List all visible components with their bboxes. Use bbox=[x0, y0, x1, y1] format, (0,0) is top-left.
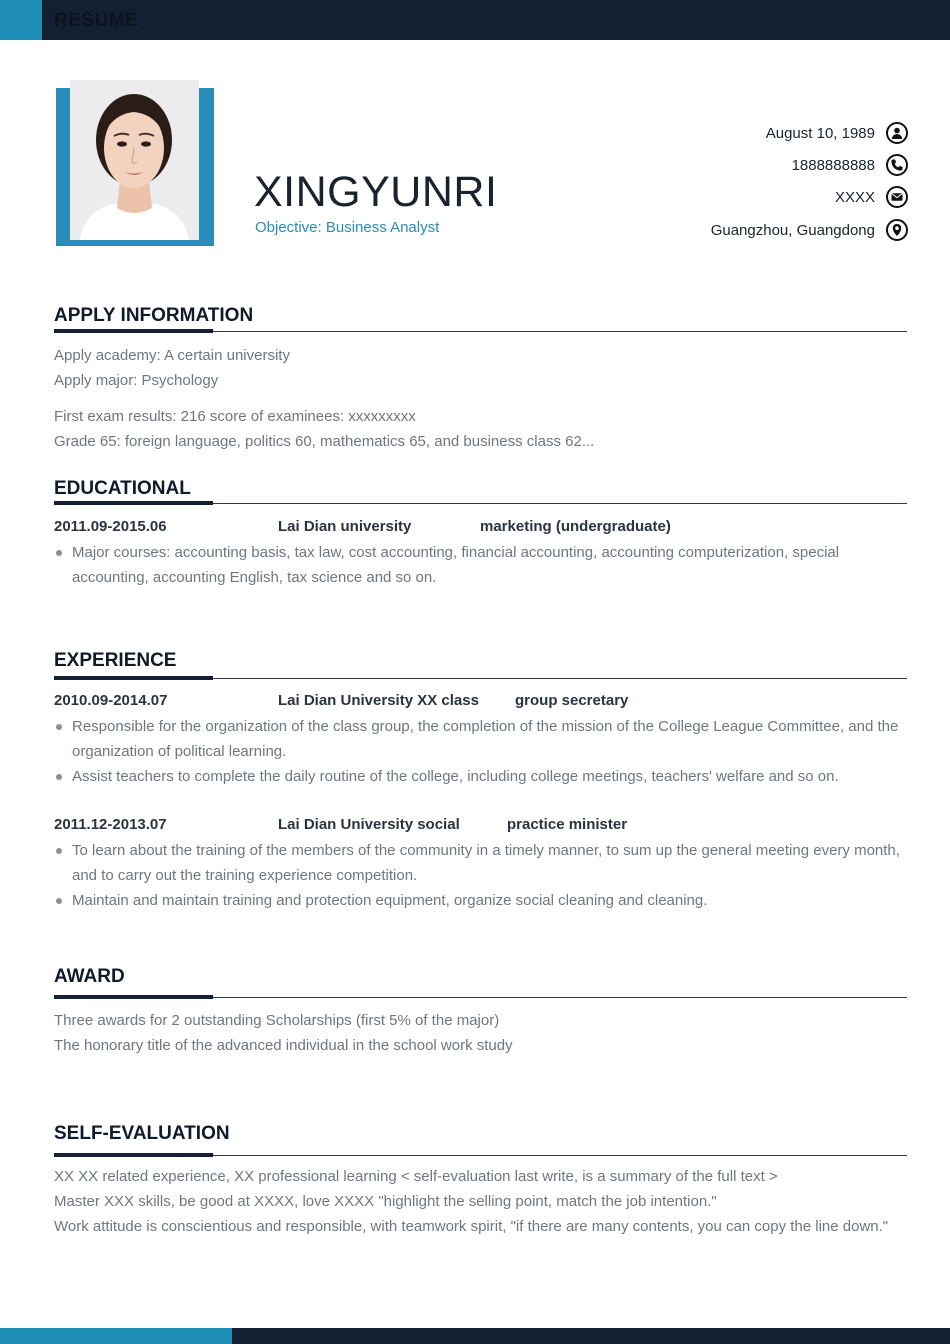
resume-label: RESUME bbox=[54, 10, 139, 31]
self-evaluation-line: XX XX related experience, XX professional learning < self-evaluation last write, is a summary of the full text > bbox=[54, 1168, 778, 1185]
entry-org: Lai Dian university bbox=[278, 518, 412, 535]
entry-date: 2011.12-2013.07 bbox=[54, 816, 167, 833]
list-item: Maintain and maintain training and protection equipment, organize social cleaning and cleaning. bbox=[54, 888, 907, 913]
bottom-banner-accent bbox=[0, 1328, 232, 1344]
entry-role: practice minister bbox=[507, 816, 628, 833]
section-title-apply: APPLY INFORMATION bbox=[54, 305, 254, 326]
award-line: The honorary title of the advanced individual in the school work study bbox=[54, 1037, 513, 1054]
contact-phone bbox=[792, 154, 908, 176]
entry-date: 2011.09-2015.06 bbox=[54, 518, 167, 535]
apply-line: Apply academy: A certain university bbox=[54, 347, 290, 364]
contact-birthdate bbox=[766, 122, 908, 144]
list-item: To learn about the training of the members of the community in a timely manner, to sum up the general meeting every month, and to carry out the training experience competition. bbox=[54, 838, 907, 888]
apply-line: First exam results: 216 score of examinees: xxxxxxxxx bbox=[54, 408, 416, 425]
entry-role: marketing (undergraduate) bbox=[480, 518, 671, 535]
candidate-name: XINGYUNRI bbox=[254, 168, 498, 216]
section-rule-self-evaluation bbox=[54, 1155, 907, 1156]
apply-info-block bbox=[54, 343, 907, 454]
section-title-self-evaluation: SELF-EVALUATION bbox=[54, 1123, 230, 1144]
portrait-illustration bbox=[70, 80, 199, 240]
experience-bullets bbox=[54, 838, 907, 913]
section-rule-experience bbox=[54, 678, 907, 679]
self-evaluation-line: Master XXX skills, be good at XXXX, love XXXX "highlight the selling point, match the job intention." bbox=[54, 1193, 717, 1210]
mail-icon bbox=[886, 186, 908, 208]
top-banner-accent bbox=[0, 0, 42, 40]
contact-birthdate-text: August 10, 1989 bbox=[765, 124, 875, 142]
contact-location-text: Guangzhou, Guangdong bbox=[710, 221, 875, 239]
top-banner bbox=[0, 0, 950, 40]
location-icon bbox=[886, 219, 908, 241]
section-rule-award bbox=[54, 997, 907, 998]
profile-photo bbox=[70, 80, 199, 240]
education-bullets bbox=[54, 540, 907, 590]
self-evaluation-block bbox=[54, 1164, 907, 1239]
contact-email bbox=[835, 186, 908, 208]
user-icon bbox=[886, 122, 908, 144]
section-rule-apply bbox=[54, 331, 907, 332]
entry-org: Lai Dian University XX class bbox=[278, 692, 479, 709]
experience-bullets bbox=[54, 714, 907, 789]
section-title-education: EDUCATIONAL bbox=[54, 478, 191, 499]
list-item: Assist teachers to complete the daily routine of the college, including college meetings, teachers' welfare and so on. bbox=[54, 764, 907, 789]
section-rule-education bbox=[54, 503, 907, 504]
apply-line: Apply major: Psychology bbox=[54, 372, 219, 389]
list-item: Major courses: accounting basis, tax law, cost accounting, financial accounting, accounting computerization, special accounting, accounting English, tax science and so on. bbox=[54, 540, 907, 590]
entry-role: group secretary bbox=[515, 692, 629, 709]
entry-org: Lai Dian University social bbox=[278, 816, 460, 833]
bottom-banner bbox=[0, 1328, 950, 1344]
section-title-award: AWARD bbox=[54, 966, 125, 987]
contact-phone-text: 1888888888 bbox=[791, 156, 875, 174]
objective-text: Objective: Business Analyst bbox=[255, 219, 440, 236]
award-block bbox=[54, 1008, 907, 1058]
entry-date: 2010.09-2014.07 bbox=[54, 692, 168, 709]
contact-location bbox=[711, 219, 908, 241]
phone-icon bbox=[886, 154, 908, 176]
section-title-experience: EXPERIENCE bbox=[54, 650, 177, 671]
self-evaluation-line: Work attitude is conscientious and responsible, with teamwork spirit, "if there are many contents, you can copy the line down." bbox=[54, 1218, 889, 1235]
list-item: Responsible for the organization of the class group, the completion of the mission of the College League Committee, and the organization of political learning. bbox=[54, 714, 907, 764]
apply-line: Grade 65: foreign language, politics 60, mathematics 65, and business class 62... bbox=[54, 433, 595, 450]
contact-email-text: XXXX bbox=[834, 188, 875, 206]
award-line: Three awards for 2 outstanding Scholarships (first 5% of the major) bbox=[54, 1012, 500, 1029]
